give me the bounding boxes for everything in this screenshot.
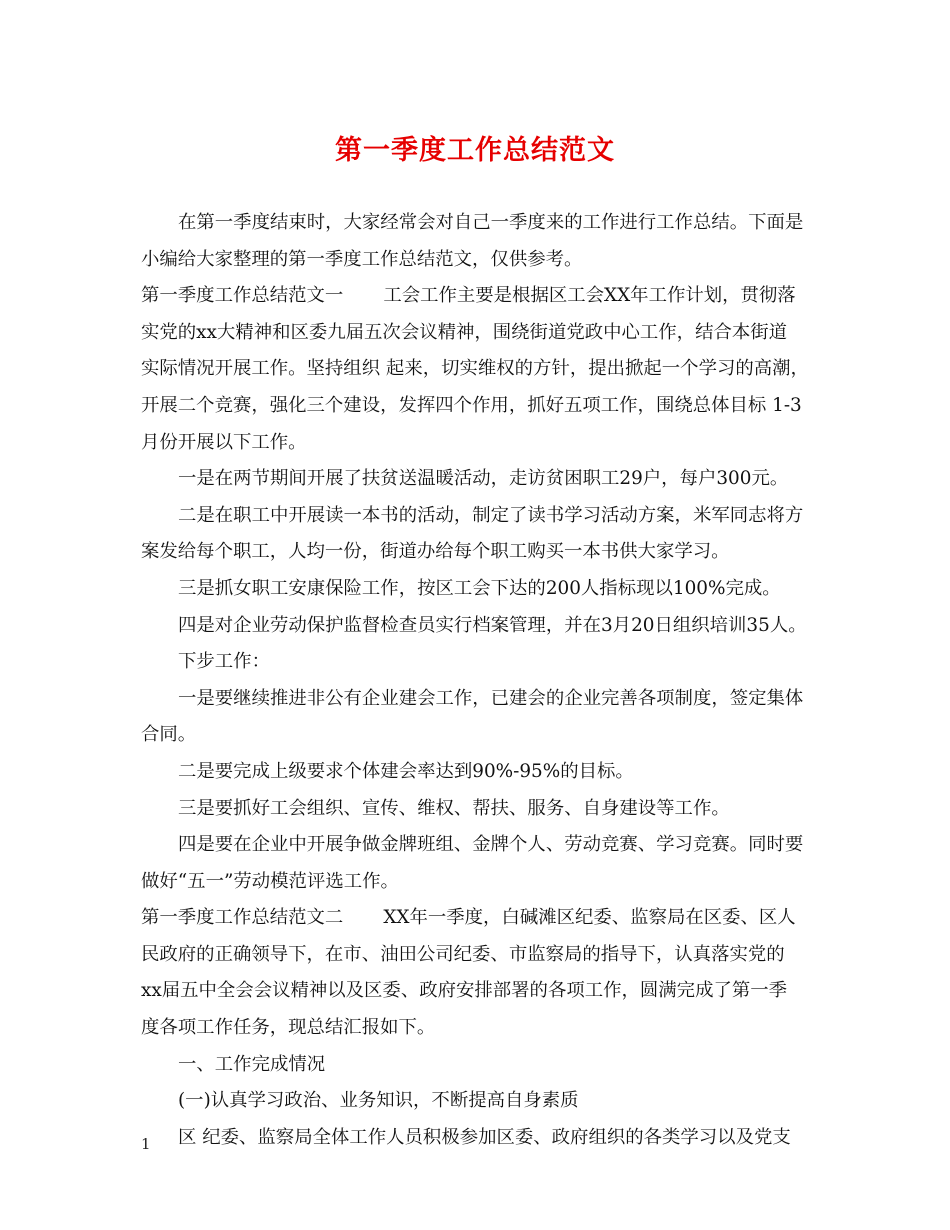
line-text: 小编给大家整理的第一季度工作总结范文，仅供参考。 [141,248,583,270]
line-text: 二是要完成上级要求个体建会率达到90%-95%的目标。 [178,760,634,782]
line-text: 一是在两节期间开展了扶贫送温暖活动，走访贫困职工29户，每户300元。 [178,468,789,490]
section-heading: 第一季度工作总结范文一 [141,285,344,307]
paragraph-line [141,351,815,388]
line-text: 四是对企业劳动保护监督检查员实行档案管理，并在3月20日组织培训35人。 [178,614,807,636]
line-text: 做好“五一”劳动模范评选工作。 [141,870,399,892]
line-text: 实际情况开展工作。坚持组织 起来，切实维权的方针，提出掀起一个学习的高潮， [141,358,809,380]
paragraph-line [141,1047,815,1084]
paragraph-line [141,681,815,718]
paragraph-line [141,754,815,791]
paragraph-line [141,1120,815,1157]
line-text: 一是要继续推进非公有企业建会工作，已建会的企业完善各项制度，签定集体 [178,687,804,709]
line-text: 合同。 [141,724,197,746]
paragraph-line [141,571,815,608]
paragraph-line [141,827,815,864]
line-text: 二是在职工中开展读一本书的活动，制定了读书学习活动方案，米军同志将方 [178,504,804,526]
line-text: 三是抓女职工安康保险工作，按区工会下达的200人指标现以100%完成。 [178,577,781,599]
paragraph-line [141,791,815,828]
paragraph-line [141,278,815,315]
line-text: 工会工作主要是根据区工会XX年工作计划，贯彻落 [383,285,796,307]
line-text: 度各项工作任务，现总结汇报如下。 [141,1017,436,1039]
paragraph-line [141,205,815,242]
paragraph-line [141,461,815,498]
paragraph-line [141,315,815,352]
line-text: 实党的xx大精神和区委九届五次会议精神，围绕街道党政中心工作，结合本街道 [141,321,788,343]
paragraph-line [141,644,815,681]
section-heading: 第一季度工作总结范文二 [141,907,344,929]
line-text: 一、工作完成情况 [178,1053,326,1075]
document-body [141,205,815,1156]
line-text: 四是要在企业中开展争做金牌班组、金牌个人、劳动竞赛、学习竞赛。同时要 [178,834,804,856]
line-text: 民政府的正确领导下，在市、油田公司纪委、市监察局的指导下，认真落实党的 [141,943,785,965]
line-text: 三是要抓好工会组织、宣传、维权、帮扶、服务、自身建设等工作。 [178,797,730,819]
document-title: 第一季度工作总结范文 [335,135,615,166]
line-text: XX年一季度，白碱滩区纪委、监察局在区委、区人 [383,907,796,929]
paragraph-line [141,534,815,571]
line-text: 月份开展以下工作。 [141,431,307,453]
line-text: 案发给每个职工，人均一份，街道办给每个职工购买一本书供大家学习。 [141,541,730,563]
line-text: 区 纪委、监察局全体工作人员积极参加区委、政府组织的各类学习以及党支 [178,1126,791,1148]
paragraph-line [141,973,815,1010]
paragraph-line [141,608,815,645]
page-number: 1 [141,1135,151,1153]
line-text: xx届五中全会会议精神以及区委、政府安排部署的各项工作，圆满完成了第一季 [141,980,788,1002]
paragraph-line [141,900,815,937]
line-text: (一)认真学习政治、业务知识，不断提高自身素质 [178,1090,579,1112]
paragraph-line [141,864,815,901]
paragraph-line [141,388,815,425]
line-text: 在第一季度结束时，大家经常会对自己一季度来的工作进行工作总结。下面是 [178,212,804,233]
paragraph-line [141,242,815,279]
paragraph-line [141,937,815,974]
line-text: 开展二个竞赛，强化三个建设，发挥四个作用，抓好五项工作，围绕总体目标 1-3 [141,394,802,416]
paragraph-line [141,1010,815,1047]
paragraph-line [141,498,815,535]
paragraph-line [141,717,815,754]
line-text: 下步工作： [178,651,270,673]
paragraph-line [141,425,815,462]
paragraph-line [141,1083,815,1120]
